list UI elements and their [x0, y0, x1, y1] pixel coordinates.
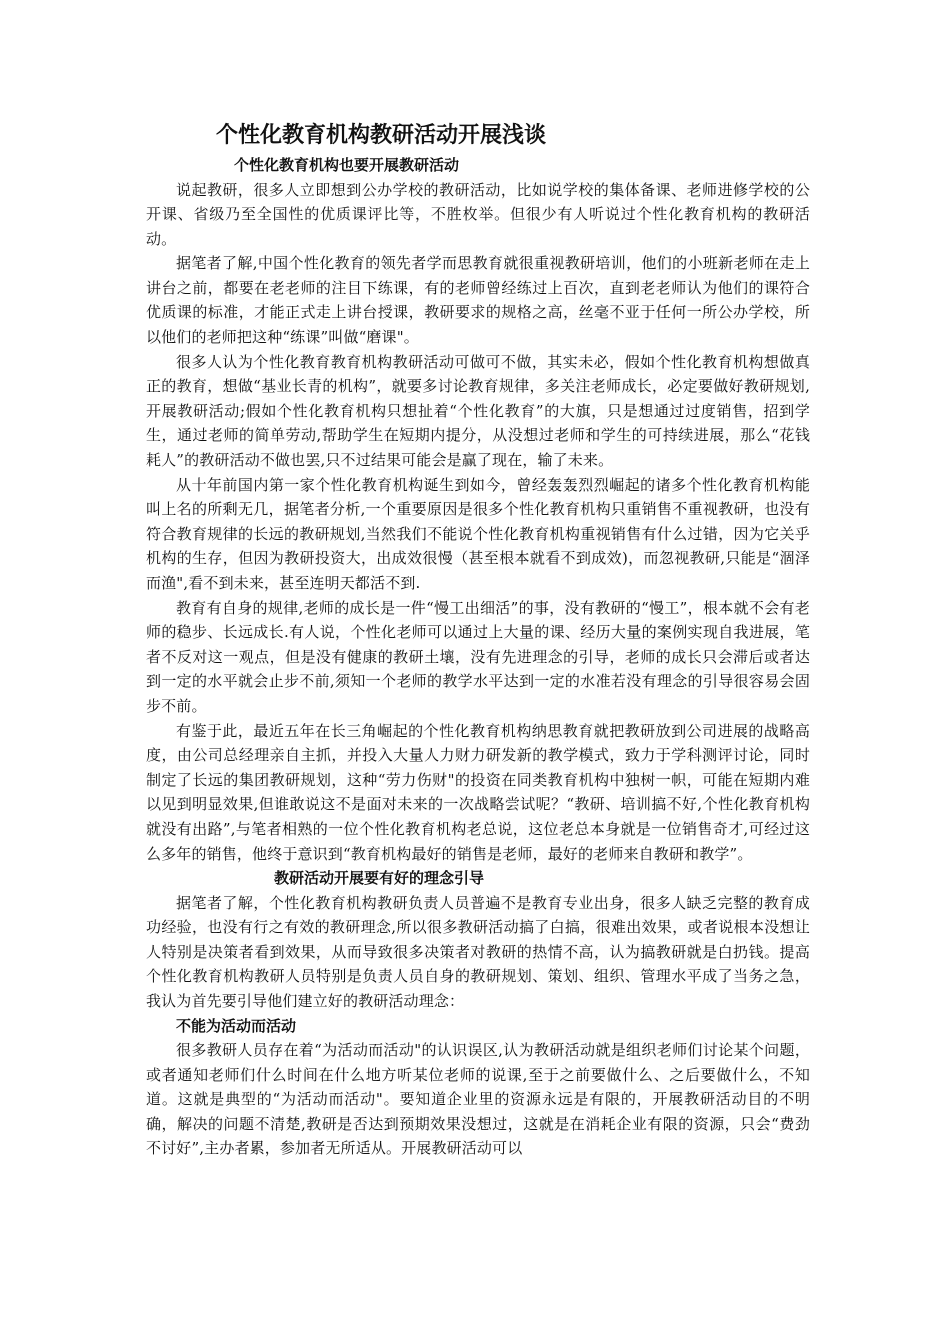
- paragraph: 有鉴于此，最近五年在长三角崛起的个性化教育机构纳思教育就把教研放到公司进展的战略高度，由公司总经理亲自主抓，并投入大量人力财力研发新的教学模式，致力于学科测评讨论，同时制定了长远的集团教研规划，这种“劳力伤财"的投资在同类教育机构中独树一帜，可能在短期内难以见到明显效果,但谁敢说这不是面对未来的一次战略尝试呢？“教研、培训搞不好,个性化教育机构就没有出路”,与笔者相熟的一位个性化教育机构老总说，这位老总本身就是一位销售奇才,可经过这么多年的销售，他终于意识到“教育机构最好的销售是老师，最好的老师来自教研和教学”。: [146, 721, 810, 863]
- paragraph: 从十年前国内第一家个性化教育机构诞生到如今，曾经轰轰烈烈崛起的诸多个性化教育机构能叫上名的所剩无几，据笔者分析,一个重要原因是很多个性化教育机构只重销售不重视教研，也没有符合教育规律的长远的教研规划,当然我们不能说个性化教育机构重视销售有什么过错，因为它关乎机构的生存，但因为教研投资大，出成效很慢（甚至根本就看不到成效)，而忽视教研,只能是“涸泽而渔",看不到未来，甚至连明天都活不到.: [146, 475, 810, 592]
- paragraph: 教育有自身的规律,老师的成长是一件“慢工出细活”的事，没有教研的“慢工”，根本就不会有老师的稳步、长远成长.有人说，个性化老师可以通过上大量的课、经历大量的案例实现自我进展，笔者不反对这一观点，但是没有健康的教研土壤，没有先进理念的引导，老师的成长只会滞后或者达到一定的水平就会止步不前,须知一个老师的教学水平达到一定的水准若没有理念的引导很容易会固步不前。: [146, 598, 810, 715]
- section-heading-2: 教研活动开展要有好的理念引导: [274, 869, 485, 888]
- paragraph: 据笔者了解,中国个性化教育的领先者学而思教育就很重视教研培训，他们的小班新老师在走上讲台之前，都要在老老师的注目下练课，有的老师曾经练过上百次，直到老老师认为他们的课符合优质课的标准，才能正式走上讲台授课，教研要求的规格之高，丝毫不亚于任何一所公办学校，所以他们的老师把这种“练课”叫做“磨课"。: [146, 254, 810, 347]
- document-body: [146, 119, 810, 1161]
- paragraph: 据笔者了解，个性化教育机构教研负责人员普遍不是教育专业出身，很多人缺乏完整的教育成功经验，也没有行之有效的教研理念,所以很多教研活动搞了白搞，很难出效果，或者说根本没想让人特别是决策者看到效果，从而导致很多决策者对教研的热情不高，认为搞教研就是白扔钱。提高个性化教育机构教研人员特别是负责人员自身的教研规划、策划、组织、管理水平成了当务之急，我认为首先要引导他们建立好的教研活动理念：: [146, 893, 810, 1010]
- document-title: 个性化教育机构教研活动开展浅谈: [216, 123, 547, 148]
- paragraph: 很多教研人员存在着“为活动而活动"的认识误区,认为教研活动就是组织老师们讨论某个问题，或者通知老师们什么时间在什么地方听某位老师的说课,至于之前要做什么、之后要做什么，不知道。这就是典型的“为活动而活动"。要知道企业里的资源永远是有限的，开展教研活动目的不明确，解决的问题不清楚,教研是否达到预期效果没想过，这就是在消耗企业有限的资源，只会“费劲不讨好”,主办者累，参加者无所适从。开展教研活动可以: [146, 1041, 810, 1158]
- section-heading-1: 个性化教育机构也要开展教研活动: [234, 156, 460, 174]
- subheading: 不能为活动而活动: [176, 1016, 297, 1035]
- paragraph: 很多人认为个性化教育教育机构教研活动可做可不做，其实未必，假如个性化教育机构想做真正的教育，想做“基业长青的机构”，就要多讨论教育规律，多关注老师成长，必定要做好教研规划,开展教研活动;假如个性化教育机构只想扯着“个性化教育”的大旗，只是想通过过度销售，招到学生，通过老师的简单劳动,帮助学生在短期内提分，从没想过老师和学生的可持续进展，那么“花钱耗人”的教研活动不做也罢,只不过结果可能会是赢了现在，输了未来。: [146, 352, 810, 470]
- paragraph: 说起教研，很多人立即想到公办学校的教研活动，比如说学校的集体备课、老师进修学校的公开课、省级乃至全国性的优质课评比等，不胜枚举。但很少有人听说过个性化教育机构的教研活动。: [146, 180, 810, 248]
